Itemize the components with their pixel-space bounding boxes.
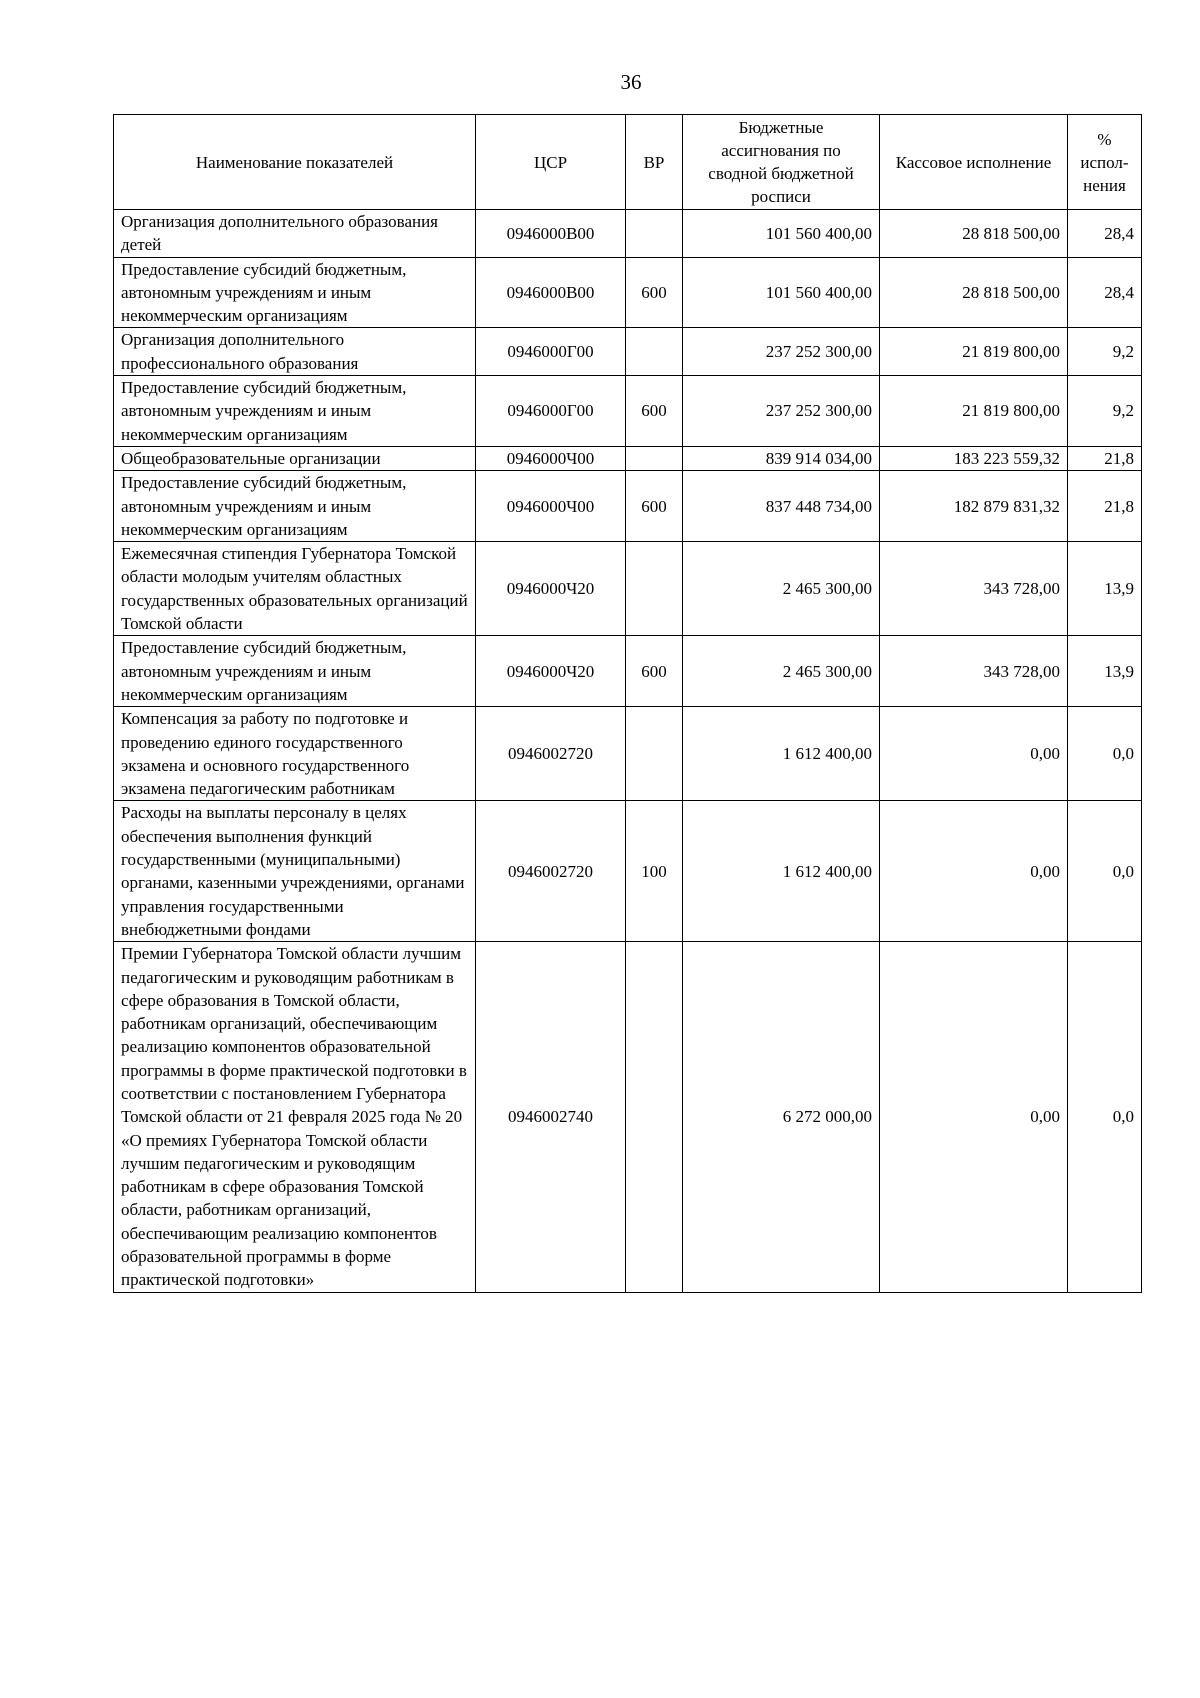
table-row [114, 376, 1142, 447]
row-csr: 0946000В00 [476, 257, 626, 328]
row-csr: 0946000Г00 [476, 328, 626, 376]
table-row [114, 707, 1142, 801]
header-cash: Кассовое исполнение [880, 115, 1068, 210]
row-cash: 21 819 800,00 [880, 328, 1068, 376]
row-csr: 0946000Ч20 [476, 542, 626, 636]
row-name: Предоставление субсидий бюджетным, автономным учреждениям и иным некоммерческим организациям [114, 636, 476, 707]
row-name: Организация дополнительного образования детей [114, 210, 476, 258]
row-vr [626, 942, 683, 1292]
row-budget: 101 560 400,00 [683, 257, 880, 328]
row-name: Компенсация за работу по подготовке и проведению единого государственного экзамена и основного государственного экзамена педагогическим работникам [114, 707, 476, 801]
row-percent: 0,0 [1068, 942, 1142, 1292]
row-percent: 13,9 [1068, 636, 1142, 707]
row-vr [626, 446, 683, 470]
row-budget: 101 560 400,00 [683, 210, 880, 258]
row-percent: 0,0 [1068, 801, 1142, 942]
row-name: Общеобразовательные организации [114, 446, 476, 470]
row-percent: 9,2 [1068, 376, 1142, 447]
row-cash: 0,00 [880, 942, 1068, 1292]
row-name: Премии Губернатора Томской области лучшим педагогическим и руководящим работникам в сфере образования в Томской области, работникам организаций, обеспечивающим реализацию компонентов образовательной программы в форме практической подготовки в соответствии с постановлением Губернатора Томской области от 21 февраля 2025 года № 20 «О премиях Губернатора Томской области лучшим педагогическим и руководящим работникам в сфере образования Томской области, работникам организаций, обеспечивающим реализацию компонентов образовательной программы в форме практической подготовки» [114, 942, 476, 1292]
row-cash: 182 879 831,32 [880, 471, 1068, 542]
row-name: Расходы на выплаты персоналу в целях обеспечения выполнения функций государственными (муниципальными) органами, казенными учреждениями, органами управления государственными внебюджетными фондами [114, 801, 476, 942]
row-cash: 343 728,00 [880, 542, 1068, 636]
row-percent: 9,2 [1068, 328, 1142, 376]
row-vr [626, 328, 683, 376]
row-name: Предоставление субсидий бюджетным, автономным учреждениям и иным некоммерческим организациям [114, 471, 476, 542]
row-cash: 343 728,00 [880, 636, 1068, 707]
row-percent: 28,4 [1068, 257, 1142, 328]
table-row [114, 446, 1142, 470]
table-row [114, 942, 1142, 1292]
row-percent: 28,4 [1068, 210, 1142, 258]
row-vr: 600 [626, 257, 683, 328]
row-budget: 2 465 300,00 [683, 542, 880, 636]
row-budget: 237 252 300,00 [683, 376, 880, 447]
row-csr: 0946002720 [476, 707, 626, 801]
row-budget: 1 612 400,00 [683, 801, 880, 942]
table-row [114, 210, 1142, 258]
table-row [114, 328, 1142, 376]
row-name: Предоставление субсидий бюджетным, автономным учреждениям и иным некоммерческим организациям [114, 257, 476, 328]
header-csr: ЦСР [476, 115, 626, 210]
row-percent: 21,8 [1068, 471, 1142, 542]
row-vr: 600 [626, 471, 683, 542]
table-row [114, 471, 1142, 542]
row-vr [626, 542, 683, 636]
table-row [114, 801, 1142, 942]
row-cash: 21 819 800,00 [880, 376, 1068, 447]
row-percent: 21,8 [1068, 446, 1142, 470]
row-csr: 0946000Г00 [476, 376, 626, 447]
row-csr: 0946000Ч00 [476, 446, 626, 470]
page-number: 36 [620, 70, 642, 94]
row-csr: 0946000Ч00 [476, 471, 626, 542]
row-vr [626, 210, 683, 258]
table-row [114, 257, 1142, 328]
row-csr: 0946000Ч20 [476, 636, 626, 707]
header-budget: Бюджетные ассигнования по сводной бюджетной росписи [683, 115, 880, 210]
row-vr: 600 [626, 636, 683, 707]
header-percent: % испол-нения [1068, 115, 1142, 210]
row-budget: 237 252 300,00 [683, 328, 880, 376]
table-row [114, 542, 1142, 636]
table-row [114, 636, 1142, 707]
row-budget: 2 465 300,00 [683, 636, 880, 707]
table-header-row [114, 115, 1142, 210]
row-cash: 0,00 [880, 801, 1068, 942]
row-name: Ежемесячная стипендия Губернатора Томской области молодым учителям областных государственных образовательных организаций Томской области [114, 542, 476, 636]
row-csr: 0946002740 [476, 942, 626, 1292]
row-cash: 28 818 500,00 [880, 210, 1068, 258]
header-name: Наименование показателей [114, 115, 476, 210]
row-vr: 100 [626, 801, 683, 942]
row-name: Организация дополнительного профессионального образования [114, 328, 476, 376]
row-vr: 600 [626, 376, 683, 447]
row-cash: 28 818 500,00 [880, 257, 1068, 328]
row-budget: 1 612 400,00 [683, 707, 880, 801]
row-cash: 0,00 [880, 707, 1068, 801]
row-budget: 6 272 000,00 [683, 942, 880, 1292]
row-csr: 0946000В00 [476, 210, 626, 258]
row-csr: 0946002720 [476, 801, 626, 942]
header-vr: ВР [626, 115, 683, 210]
row-budget: 839 914 034,00 [683, 446, 880, 470]
row-percent: 0,0 [1068, 707, 1142, 801]
budget-execution-table [113, 114, 1142, 1293]
row-budget: 837 448 734,00 [683, 471, 880, 542]
row-percent: 13,9 [1068, 542, 1142, 636]
row-cash: 183 223 559,32 [880, 446, 1068, 470]
table-body [114, 210, 1142, 1293]
row-name: Предоставление субсидий бюджетным, автономным учреждениям и иным некоммерческим организациям [114, 376, 476, 447]
row-vr [626, 707, 683, 801]
